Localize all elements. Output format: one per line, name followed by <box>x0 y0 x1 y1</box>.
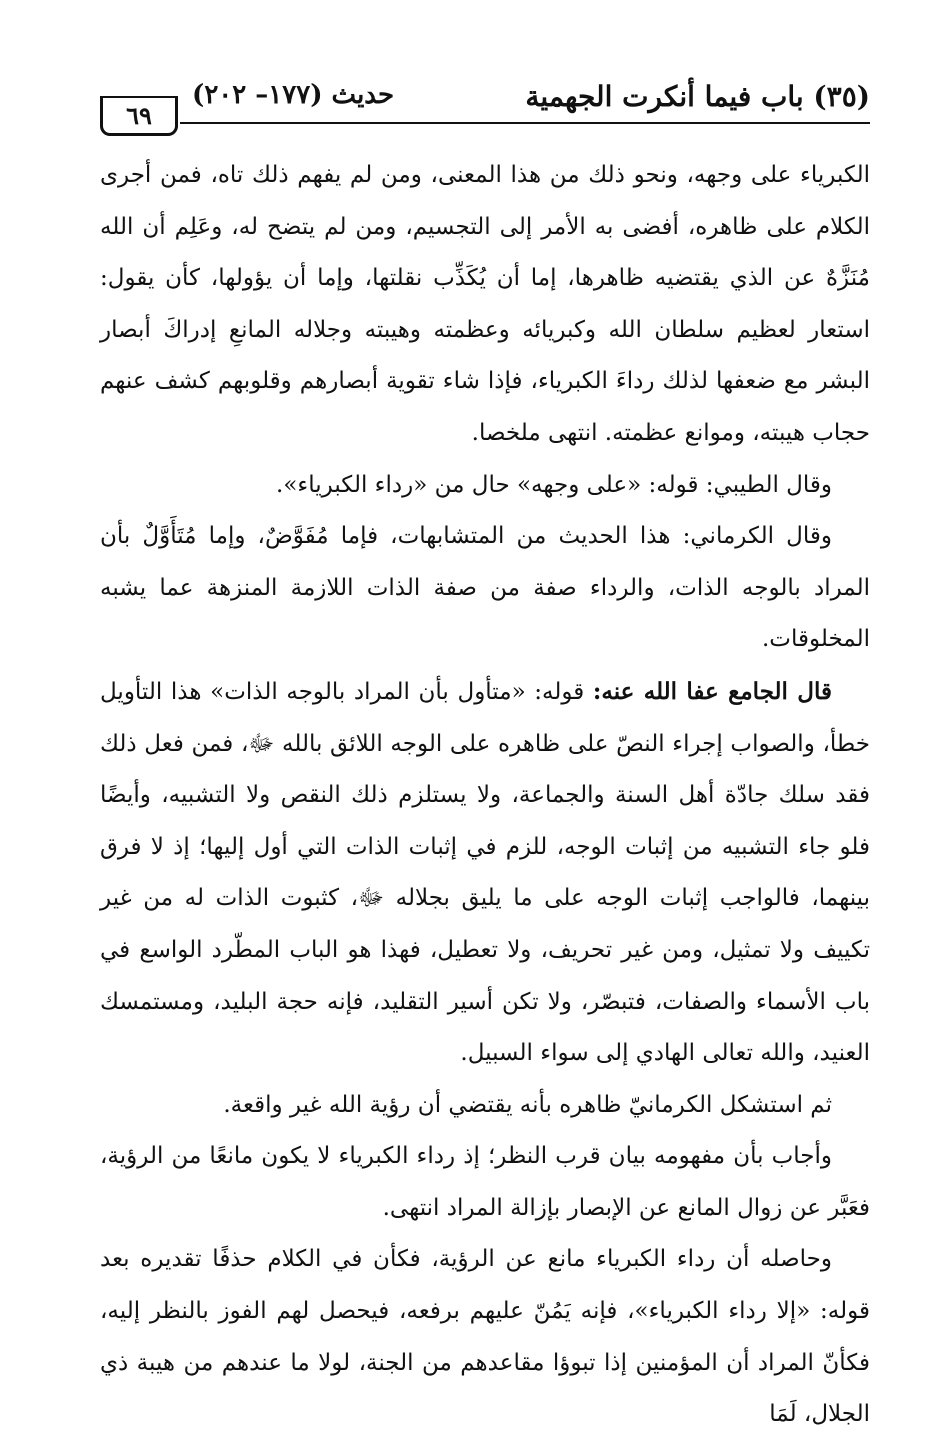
paragraph: وقال الكرماني: هذا الحديث من المتشابهات، فإما مُفَوَّضٌ، وإما مُتَأَوَّلٌ بأن المراد بالوجه الذات، والرداء صفة من صفة الذات اللازمة المنزهة عما يشبه المخلوقات. <box>100 523 870 653</box>
header-divider <box>180 122 870 124</box>
page-number-text: ٦٩ <box>126 101 152 130</box>
page-number <box>100 96 178 136</box>
paragraph: الكبرياء على وجهه، ونحو ذلك من هذا المعنى، ومن لم يفهم ذلك تاه، فمن أجرى الكلام على ظاهره، أفضى به الأمر إلى التجسيم، ومن لم يتضح له، وعَلِم أن الله مُنَزَّهٌ عن الذي يقتضيه ظاهرها، إما أن يُكَذِّب نقلتها، وإما أن يؤولها، كأن يقول: استعار لعظيم سلطان الله وكبريائه وعظمته وهيبته وجلاله المانعِ إدراكَ أبصار البشر مع ضعفها لذلك رداءَ الكبرياء، فإذا شاء تقوية أبصارهم وقلوبهم كشف عنهم حجاب هيبته، وموانع عظمته. انتهى ملخصا. <box>100 162 870 446</box>
page-header <box>100 74 870 130</box>
hadith-range: حديث (١٧٧– ٢٠٢) <box>192 80 395 110</box>
author-note-text: قوله: «متأول بأن المراد بالوجه الذات» هذا التأويل خطأ، والصواب إجراء النصّ على ظاهره على الوجه اللائق بالله ﷻ، فمن فعل ذلك فقد سلك جادّة أهل السنة والجماعة، ولا يستلزم ذلك النقص ولا التشبيه، وأيضًا فلو جاء التشبيه من إثبات الوجه، للزم في إثبات الذات التي أول إليها؛ إذ لا فرق بينهما، فالواجب إثبات الوجه على ما يليق بجلاله ﷻ، كثبوت الذات له من غير تكييف ولا تمثيل، ومن غير تحريف، ولا تعطيل، فهذا هو الباب المطّرد الواسع في باب الأسماء والصفات، فتبصّر، ولا تكن أسير التقليد، فإنه حجة البليد، ومستمسك العنيد، والله تعالى الهادي إلى سواء السبيل. <box>100 678 870 1067</box>
author-note-lead: قال الجامع عفا الله عنه: <box>592 677 832 705</box>
paragraph <box>100 666 870 1080</box>
chapter-title: (٣٥) باب فيما أنكرت الجهمية <box>525 80 870 113</box>
paragraph: وقال الطيبي: قوله: «على وجهه» حال من «رداء الكبرياء». <box>276 471 832 498</box>
paragraph: ثم استشكل الكرمانيّ ظاهره بأنه يقتضي أن رؤية الله غير واقعة. <box>223 1091 832 1118</box>
paragraph: وأجاب بأن مفهومه بيان قرب النظر؛ إذ رداء الكبرياء لا يكون مانعًا من الرؤية، فعَبَّر عن زوال المانع عن الإبصار بإزالة المراد انتهى. <box>100 1143 870 1221</box>
paragraph: وحاصله أن رداء الكبرياء مانع عن الرؤية، فكأن في الكلام حذفًا تقديره بعد قوله: «إلا رداء الكبرياء»، فإنه يَمُنّ عليهم برفعه، فيحصل لهم الفوز بالنظر إليه، فكأنّ المراد أن المؤمنين إذا تبوؤا مقاعدهم من الجنة، لولا ما عندهم من هيبة ذي الجلال، لَمَا <box>100 1246 870 1428</box>
main-text <box>100 150 870 1441</box>
